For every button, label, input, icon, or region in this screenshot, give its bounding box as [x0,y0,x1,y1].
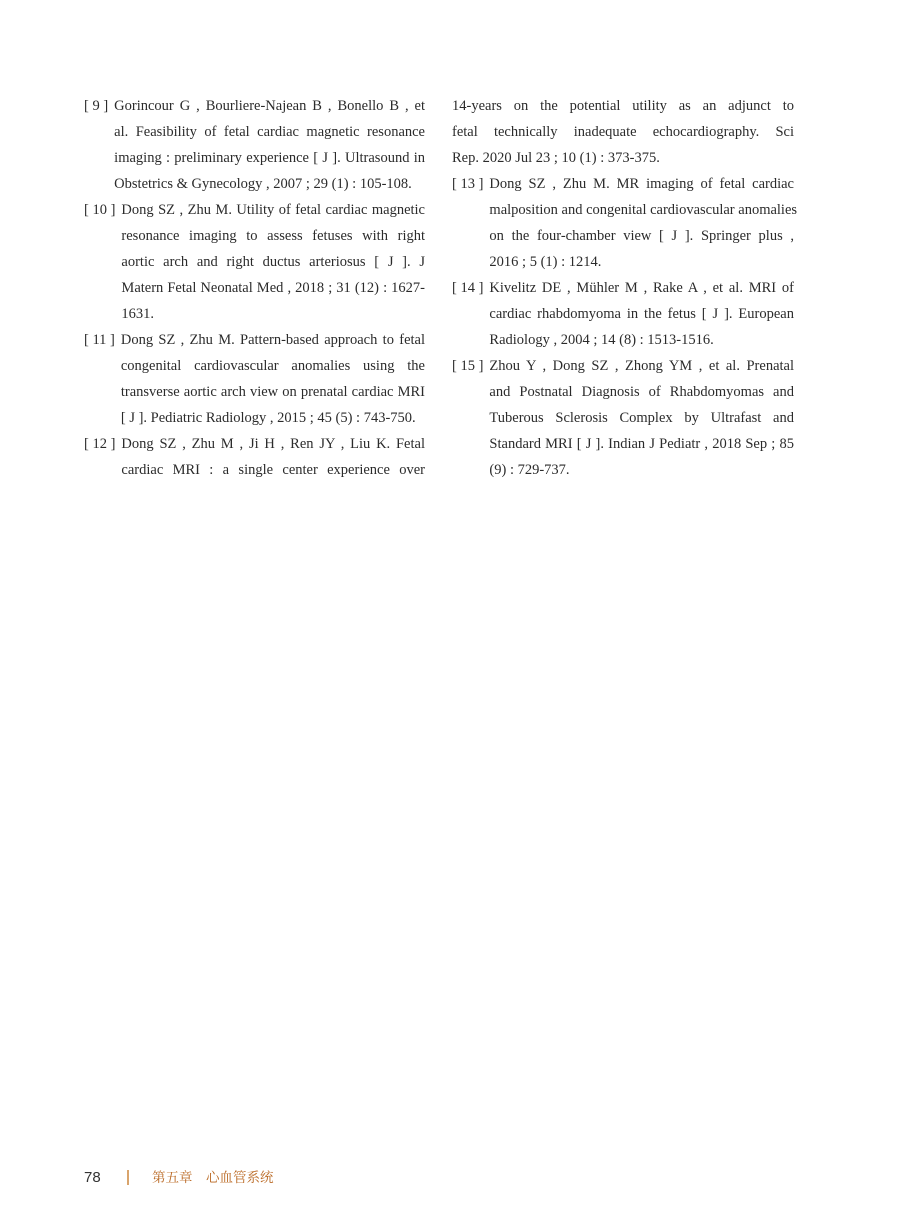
chapter-title: 第五章 心血管系统 [152,1170,274,1186]
reference-line: on the four-chamber view [ J ]. Springer plus , [489,228,794,244]
reference-line: malposition and congenital cardiovascular anomalies [489,202,798,218]
reference-line: Kivelitz DE , Mühler M , Rake A , et al. MRI of [489,280,794,296]
reference-text [121,327,425,431]
reference-entry-11 [84,327,425,431]
reference-line: [ J ]. Pediatric Radiology , 2015 ; 45 (5) : 743-750. [120,410,416,426]
reference-line: and Postnatal Diagnosis of Rhabdomyomas and [489,384,794,400]
reference-line: (9) : 729-737. [489,462,570,478]
reference-number: [ 13 ] [452,176,484,192]
reference-entry-15 [452,353,794,483]
reference-line: Standard MRI [ J ]. Indian J Pediatr , 2018 Sep ; 85 [489,436,794,452]
reference-line: 14-years on the potential utility as an adjunct to [452,98,794,114]
reference-line: Zhou Y , Dong SZ , Zhong YM , et al. Prenatal [489,358,794,374]
reference-number: [ 15 ] [452,358,484,374]
reference-line: 1631. [121,306,155,322]
reference-line: transverse aortic arch view on prenatal cardiac MRI [120,384,425,400]
reference-line: Dong SZ , Zhu M. Pattern-based approach to fetal [120,332,425,348]
reference-line: resonance imaging to assess fetuses with right [121,228,425,244]
reference-text [489,275,794,353]
reference-number: [ 12 ] [84,436,116,452]
reference-number: [ 14 ] [452,280,484,296]
reference-text [114,93,425,197]
reference-text [489,353,794,483]
reference-number: [ 11 ] [84,332,115,348]
reference-entry-13 [452,171,798,275]
reference-line: imaging : preliminary experience [ J ]. Ultrasound in [114,150,425,166]
reference-text [489,171,798,275]
reference-line: Dong SZ , Zhu M , Ji H , Ren JY , Liu K. Fetal [121,436,425,452]
reference-entry-12-continued [452,93,794,171]
reference-line: congenital cardiovascular anomalies using the [120,358,425,374]
reference-line: Gorincour G , Bourliere-Najean B , Bonello B , et [114,98,425,114]
page-number: 78 [84,1169,101,1186]
footer-divider [127,1170,129,1185]
reference-column-right [452,93,798,483]
reference-line: Matern Fetal Neonatal Med , 2018 ; 31 (12) : 1627- [121,280,425,296]
reference-line: Dong SZ , Zhu M. Utility of fetal cardiac magnetic [121,202,425,218]
reference-text [452,93,794,171]
reference-line: Obstetrics & Gynecology , 2007 ; 29 (1) : 105-108. [114,176,412,192]
reference-line: fetal technically inadequate echocardiography. Sci [452,124,794,140]
reference-line: cardiac MRI : a single center experience over [121,462,425,478]
reference-number: [ 10 ] [84,202,116,218]
reference-text [121,431,425,483]
reference-line: cardiac rhabdomyoma in the fetus [ J ]. European [489,306,794,322]
reference-entry-9 [84,93,425,197]
reference-entry-10 [84,197,425,327]
reference-entry-14 [452,275,794,353]
reference-line: 2016 ; 5 (1) : 1214. [489,254,602,270]
reference-line: Radiology , 2004 ; 14 (8) : 1513-1516. [489,332,714,348]
reference-line: aortic arch and right ductus arteriosus [ J ]. J [121,254,425,270]
reference-line: al. Feasibility of fetal cardiac magnetic resonance [114,124,425,140]
reference-text [121,197,425,327]
reference-line: Rep. 2020 Jul 23 ; 10 (1) : 373-375. [452,150,660,166]
reference-line: Tuberous Sclerosis Complex by Ultrafast and [489,410,794,426]
reference-entry-12 [84,431,425,483]
reference-number: [ 9 ] [84,98,109,114]
reference-column-left [84,93,425,483]
reference-line: Dong SZ , Zhu M. MR imaging of fetal cardiac [489,176,794,192]
